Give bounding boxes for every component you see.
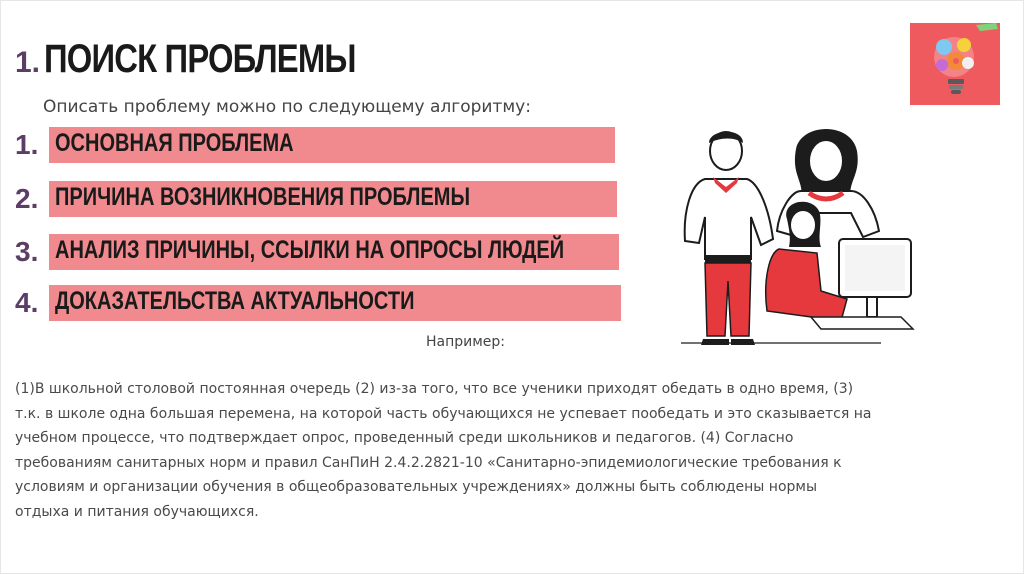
title-number: 1. (15, 46, 41, 79)
example-line: отдыха и питания обучающихся. (15, 503, 259, 520)
example-text (15, 377, 975, 524)
lightbulb-gears-icon (910, 23, 1000, 105)
example-line: т.к. в школе одна большая перемена, на которой часть обучающихся не успевает пообедать и это сказывается на (15, 405, 872, 422)
team-at-computer-illustration (651, 121, 931, 361)
step-label: ПРИЧИНА ВОЗНИКНОВЕНИЯ ПРОБЛЕМЫ (55, 183, 471, 211)
step-label: АНАЛИЗ ПРИЧИНЫ, ССЫЛКИ НА ОПРОСЫ ЛЮДЕЙ (55, 236, 565, 264)
step-number: 1. (15, 129, 39, 160)
step-bar (49, 181, 617, 217)
step-bar (49, 285, 621, 321)
example-label: Например: (426, 334, 506, 350)
step-number: 4. (15, 287, 39, 318)
page-title (15, 37, 424, 82)
example-line: учебном процессе, что подтверждает опрос, проведенный среди школьников и педагогов. (4) Согласно (15, 430, 794, 446)
example-line: (1)В школьной столовой постоянная очередь (2) из-за того, что все ученики приходят обедать в одно время, (3) (15, 381, 854, 397)
example-line: условиям и организации обучения в общеобразовательных учреждениях» должны быть соблюдены нормы (15, 479, 818, 495)
title-text: ПОИСК ПРОБЛЕМЫ (44, 37, 356, 81)
step-bar (49, 127, 615, 163)
step-label: ДОКАЗАТЕЛЬСТВА АКТУАЛЬНОСТИ (55, 287, 415, 315)
step-number: 2. (15, 183, 39, 214)
example-line: требованиям санитарных норм и правил СанПиН 2.4.2.2821-10 «Санитарно-эпидемиологические требования к (15, 454, 842, 471)
step-bar (49, 234, 619, 270)
step-number: 3. (15, 236, 39, 267)
step-label: ОСНОВНАЯ ПРОБЛЕМА (55, 129, 294, 157)
intro-text: Описать проблему можно по следующему алгоритму: (43, 97, 531, 117)
